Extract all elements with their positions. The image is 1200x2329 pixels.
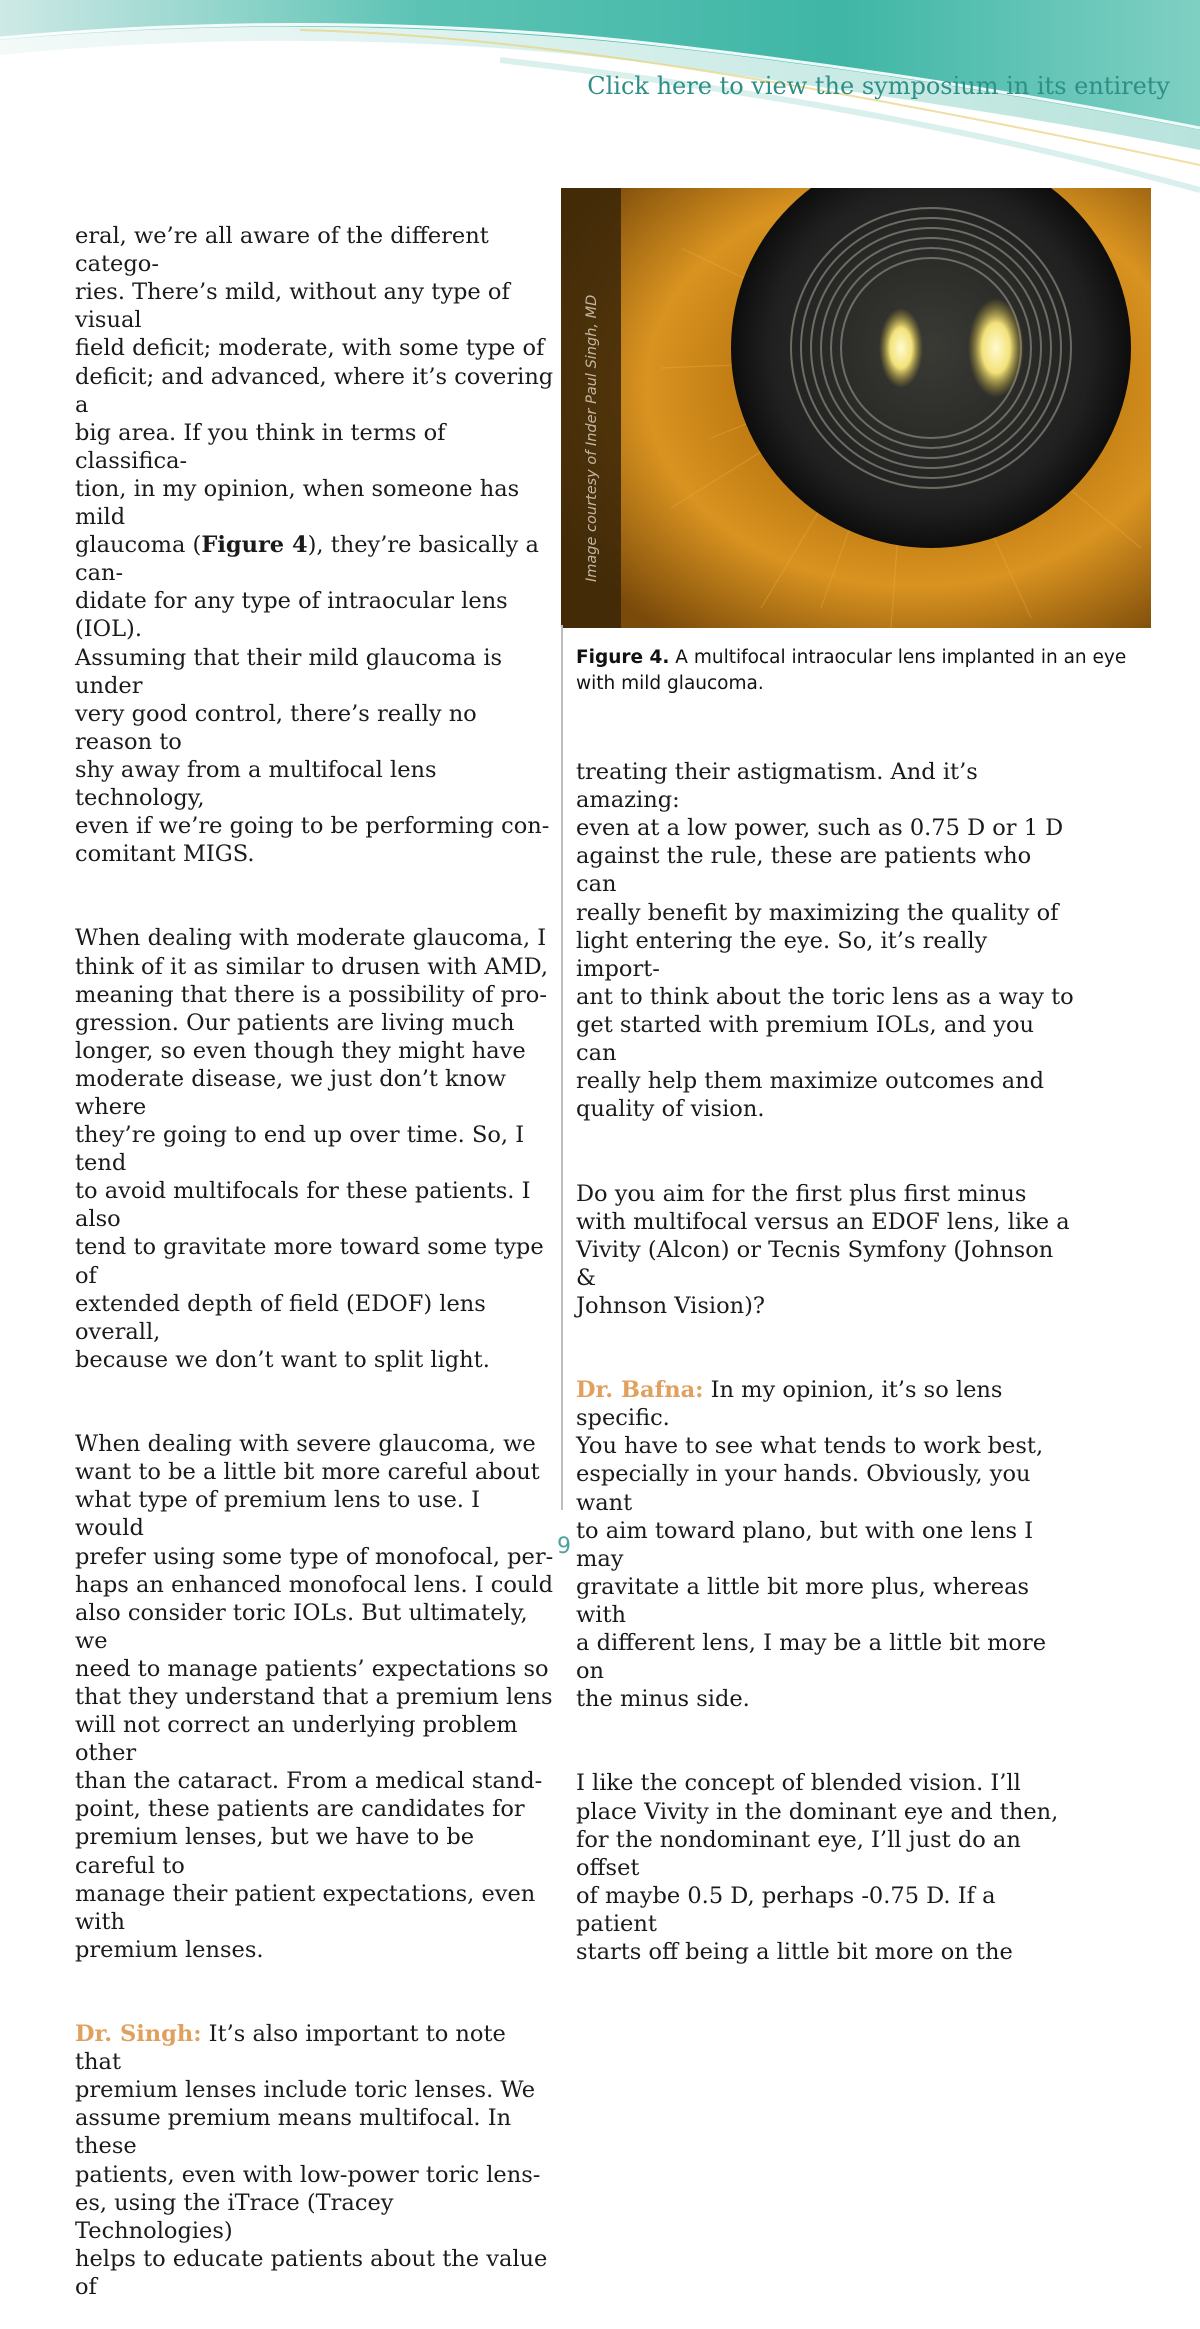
- speaker-name: Dr. Singh:: [75, 2021, 202, 2048]
- paragraph-text: It’s also important to note that premium lenses include toric lenses. We assume premium means multifocal. In these patients, even with low-power toric lens- es, using the iTrace (Tracey Technologies) helps to educate patients about the value of: [75, 2021, 548, 2300]
- symposium-link[interactable]: Click here to view the symposium in its entirety: [587, 72, 1170, 100]
- paragraph-text: ), they’re basically a can- didate for any type of intraocular lens (IOL). Assuming that their mild glaucoma is under very good control, there’s really no reason to shy away from a multifocal lens technology, even if we’re going to be performing con- comitant MIGS.: [75, 532, 550, 868]
- paragraph-right-1: treating their astigmatism. And it’s amazing: even at a low power, such as 0.75 D or 1 D against the rule, these are patients who can really benefit by maximizing the quality of light entering the eye. So, it’s really import- ant to think about the toric lens as a way to get started with premium IOLs, and you can really help them maximize outcomes and quality of vision.: [576, 759, 1074, 1123]
- paragraph-text: In my opinion, it’s so lens specific. You have to see what tends to work best, especially in your hands. Obviously, you want to aim toward plano, but with one lens I may gravitate a little bit more plus, whereas with a different lens, I may be a little bit more on the minus side.: [576, 1377, 1047, 1713]
- paragraph-left-1: [75, 222, 555, 868]
- image-credit: Image courtesy of Inder Paul Singh, MD: [584, 294, 600, 582]
- paragraph-text: eral, we’re all aware of the different catego- ries. There’s mild, without any type of visual field deficit; moderate, with some type of deficit; and advanced, where it’s covering a big area. If you think in terms of classifica- tion, in my opinion, when someone has mild glaucoma (: [75, 223, 554, 559]
- paragraph-left-4: [75, 2020, 555, 2301]
- paragraph-right-2: Do you aim for the first plus first minus with multifocal versus an EDOF lens, like a Vivity (Alcon) or Tecnis Symfony (Johnson & Johnson Vision)?: [576, 1180, 1070, 1319]
- figure-4-image: [561, 188, 1151, 628]
- page-number: 9: [557, 1534, 571, 1559]
- caption-text: A multifocal intraocular lens implanted in an eye with mild glaucoma.: [576, 647, 1127, 694]
- paragraph-left-2: When dealing with moderate glaucoma, I think of it as similar to drusen with AMD, meaning that there is a possibility of pro- gression. Our patients are living much longer, so even though they might have moderate disease, we just don’t know where they’re going to end up over time. So, I tend to avoid multifocals for these patients. I also tend to gravitate more toward some type of extended depth of field (EDOF) lens overall, because we don’t want to split light.: [75, 925, 549, 1373]
- right-text-column: [576, 730, 1076, 1994]
- caption-label: Figure 4.: [576, 647, 670, 668]
- left-text-column: [75, 194, 555, 2329]
- header-wave-graphic: [0, 0, 1200, 210]
- paragraph-right-4: I like the concept of blended vision. I’ll place Vivity in the dominant eye and then, for the nondominant eye, I’ll just do an offset of maybe 0.5 D, perhaps -0.75 D. If a patient starts off being a little bit more on the: [576, 1770, 1059, 1966]
- column-divider: [561, 625, 563, 1510]
- figure-reference: Figure 4: [201, 532, 308, 559]
- figure-caption: [576, 645, 1166, 697]
- paragraph-left-3: When dealing with severe glaucoma, we want to be a little bit more careful about what type of premium lens to use. I would prefer using some type of monofocal, per- haps an enhanced monofocal lens. I could also consider toric IOLs. But ultimately, we need to manage patients’ expectations so that they understand that a premium lens will not correct an underlying problem other than the cataract. From a medical stand- point, these patients are candidates for premium lenses, but we have to be careful to manage their patient expectations, even with premium lenses.: [75, 1431, 554, 1963]
- speaker-name: Dr. Bafna:: [576, 1377, 704, 1404]
